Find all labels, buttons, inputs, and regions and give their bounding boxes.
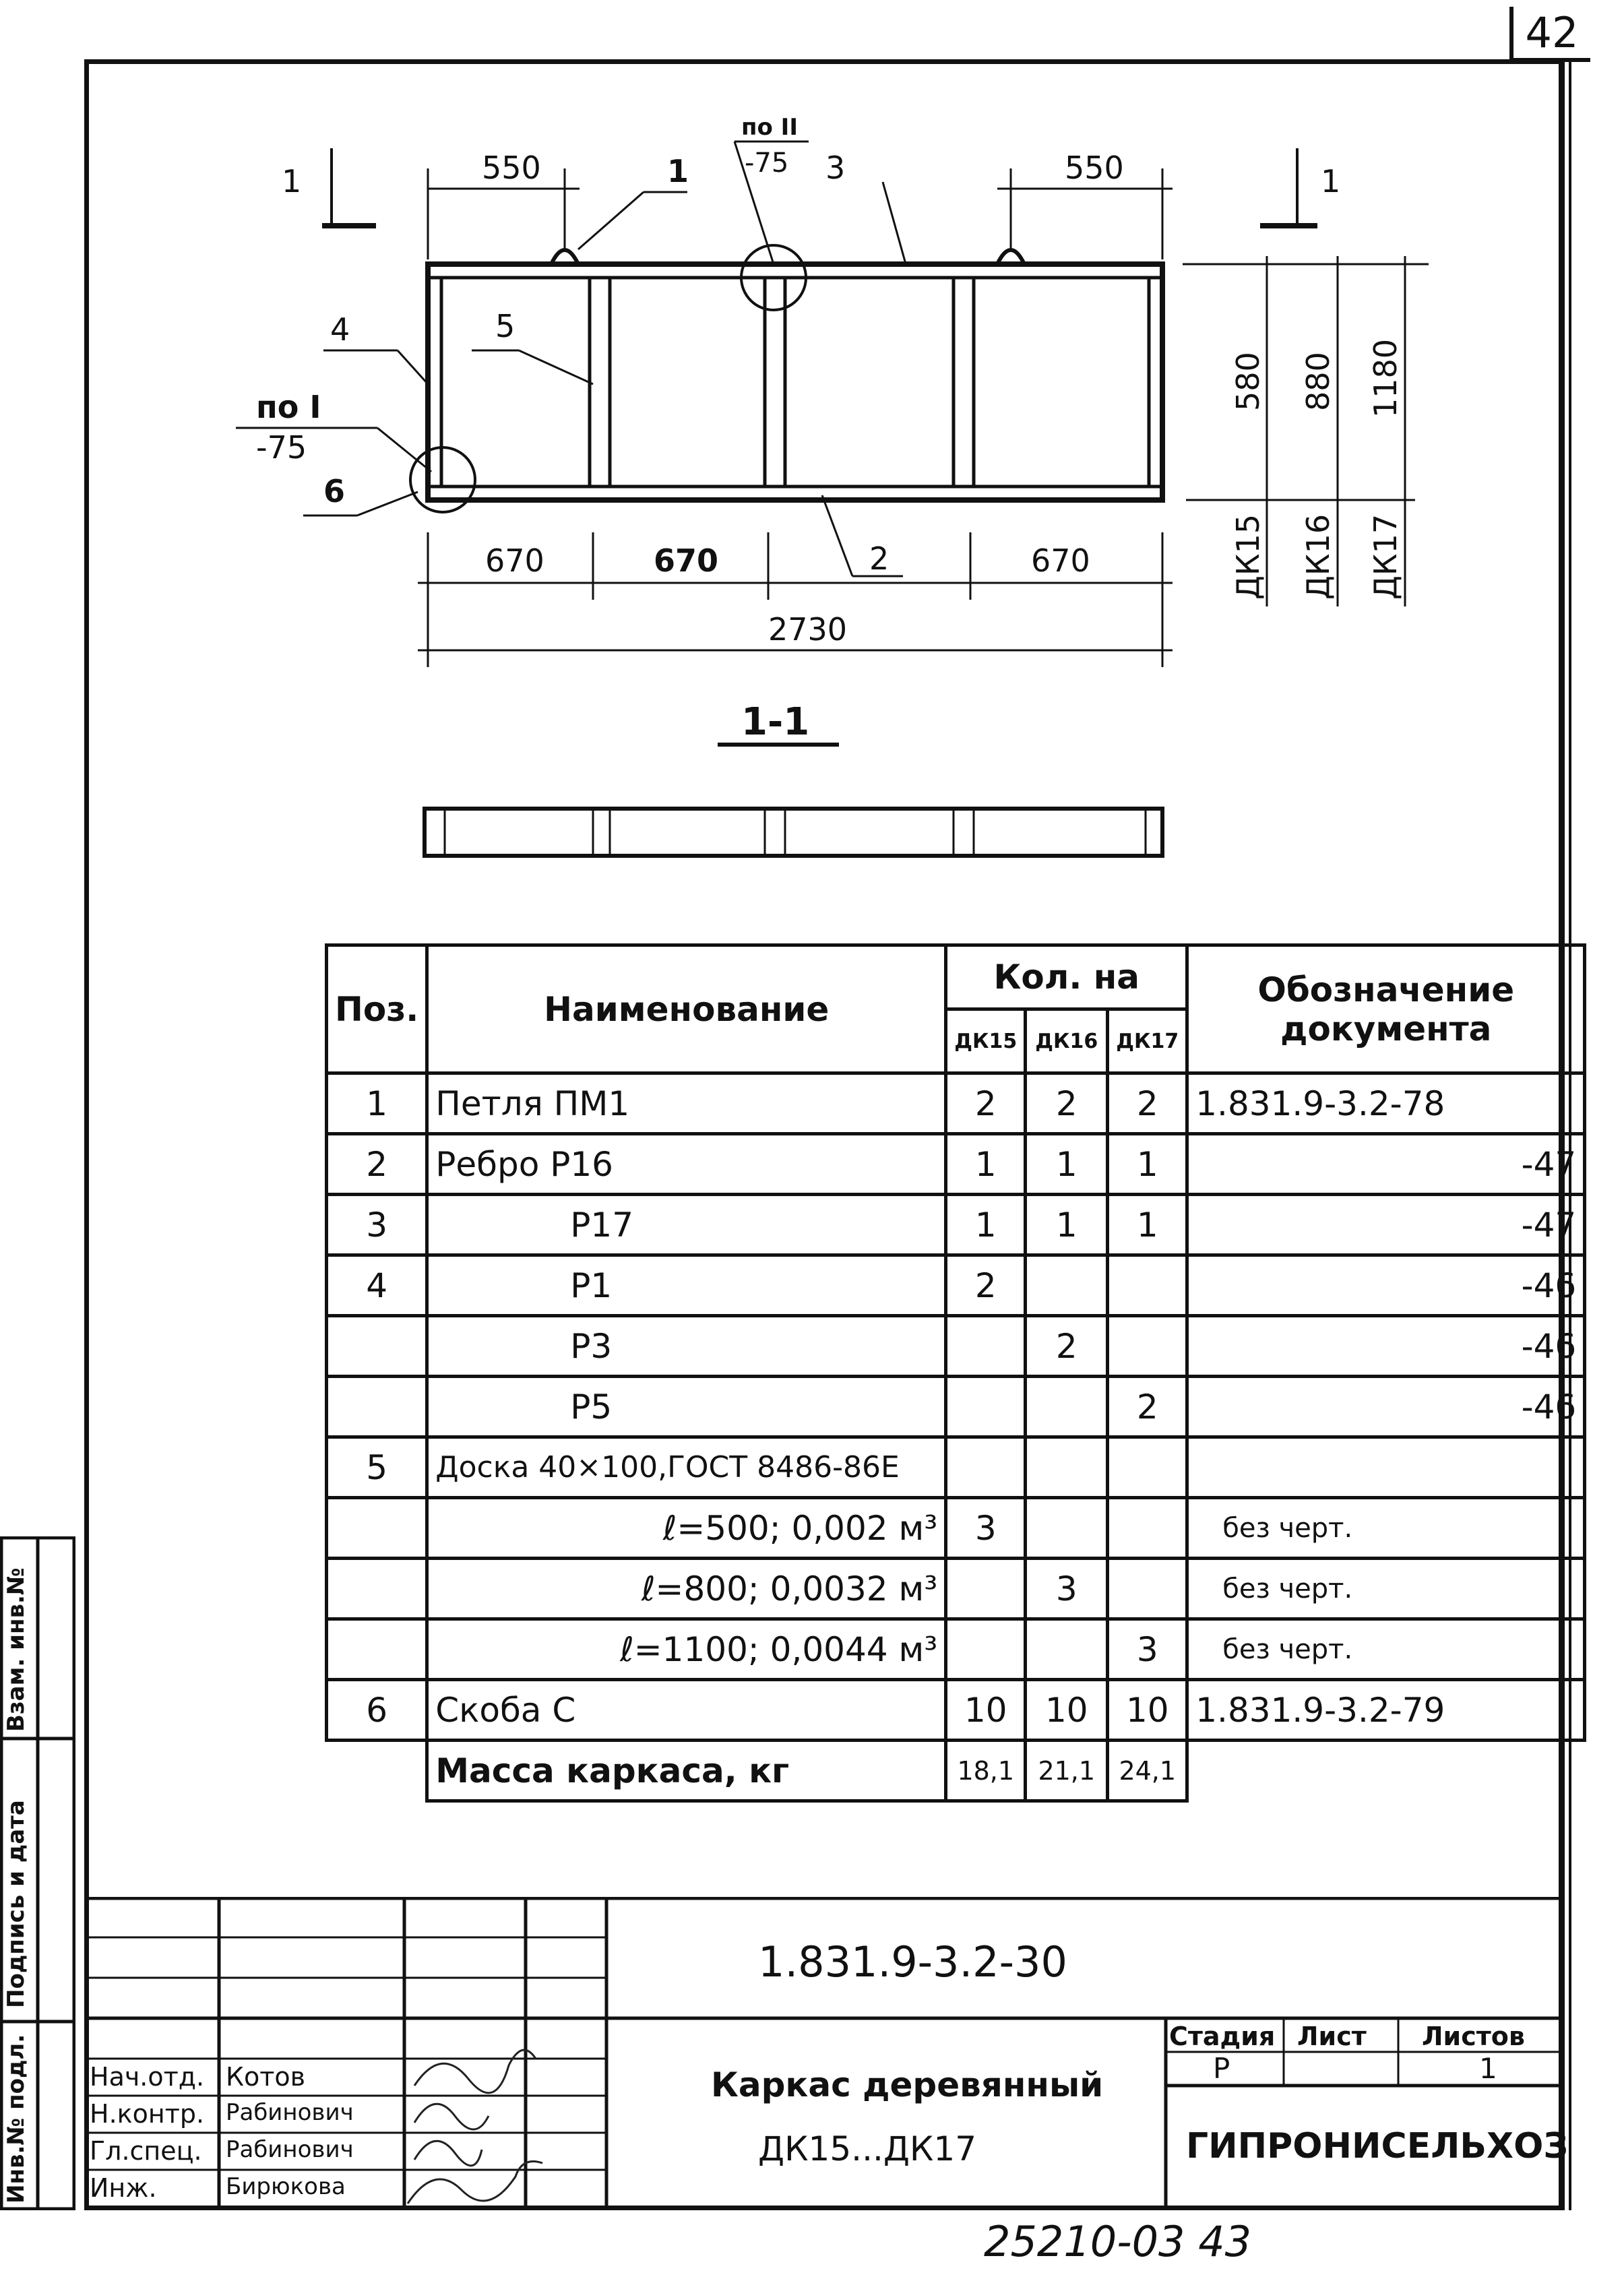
row-q2 — [1026, 1437, 1108, 1498]
row-doc: -47 — [1187, 1134, 1585, 1195]
row-q2: 2 — [1026, 1316, 1108, 1377]
row-q3: 2 — [1108, 1377, 1187, 1437]
table-row — [327, 1377, 1585, 1437]
row-q3: 2 — [1108, 1073, 1187, 1134]
section-mark-left: 1 — [282, 163, 302, 199]
side-label-replace: Взам. инв.№ — [3, 1567, 30, 1732]
role-1: Нач.отд. — [90, 2062, 205, 2092]
table-row — [327, 1680, 1585, 1741]
signature-3 — [414, 2141, 482, 2166]
signature-1 — [414, 2050, 536, 2093]
row-q2 — [1026, 1255, 1108, 1316]
section-view — [425, 809, 1162, 856]
row-q1: 2 — [946, 1255, 1026, 1316]
row-pos: 4 — [327, 1255, 427, 1316]
row-q3: 1 — [1108, 1195, 1187, 1255]
row-q2 — [1026, 1619, 1108, 1680]
dim-bottom-2: 670 — [654, 542, 719, 579]
table-row — [327, 1437, 1585, 1498]
callout-5: 5 — [495, 308, 516, 344]
dim-right-880: 880 — [1300, 352, 1336, 411]
row-doc: 1.831.9-3.2-78 — [1187, 1073, 1585, 1134]
title-line-1: Каркас деревянный — [711, 2065, 1104, 2104]
dim-label-dk15: ДК15 — [1230, 513, 1266, 600]
mass-label: Масса каркаса, кг — [427, 1741, 946, 1801]
row-q2 — [1026, 1498, 1108, 1559]
row-name: ℓ=500; 0,002 м³ — [427, 1498, 946, 1559]
footer-number: 25210-03 43 — [984, 2217, 1252, 2266]
row-q3: 1 — [1108, 1134, 1187, 1195]
dim-label-dk17: ДК17 — [1367, 513, 1404, 600]
title-line-2: ДК15...ДК17 — [758, 2129, 977, 2168]
name-3: Рабинович — [226, 2136, 354, 2163]
table-row — [327, 1073, 1585, 1134]
left-side-strip — [0, 1536, 75, 2210]
role-3: Гл.спец. — [90, 2136, 202, 2166]
name-1: Котов — [226, 2062, 306, 2092]
dim-total: 2730 — [768, 611, 848, 648]
row-doc: без черт. — [1187, 1498, 1585, 1559]
row-q1 — [946, 1437, 1026, 1498]
detail-II-label: по II — [741, 114, 798, 141]
row-doc — [1187, 1437, 1585, 1498]
row-doc: -46 — [1187, 1255, 1585, 1316]
row-q1: 1 — [946, 1134, 1026, 1195]
header-name: Наименование — [427, 945, 946, 1073]
sheets-value: 1 — [1479, 2052, 1497, 2085]
row-pos — [327, 1498, 427, 1559]
stage-label: Стадия — [1169, 2022, 1276, 2051]
row-q3 — [1108, 1316, 1187, 1377]
row-pos: 6 — [327, 1680, 427, 1741]
callout-6: 6 — [323, 473, 346, 509]
table-row — [327, 1255, 1585, 1316]
detail-II-sub: -75 — [745, 148, 789, 179]
mass-row — [327, 1741, 1585, 1801]
row-pos — [327, 1559, 427, 1619]
mass-q2: 21,1 — [1026, 1741, 1108, 1801]
row-pos: 3 — [327, 1195, 427, 1255]
row-q1: 10 — [946, 1680, 1026, 1741]
name-4: Бирюкова — [226, 2173, 346, 2200]
specification-table — [325, 943, 1586, 1803]
row-pos — [327, 1377, 427, 1437]
doc-code: 1.831.9-3.2-30 — [758, 1937, 1067, 1987]
dim-bottom-3: 670 — [1031, 542, 1090, 579]
header-qty: Кол. на — [946, 945, 1187, 1009]
header-pos: Поз. — [327, 945, 427, 1073]
table-row — [327, 1316, 1585, 1377]
row-q1 — [946, 1559, 1026, 1619]
title-block — [84, 1897, 1569, 2210]
table-row — [327, 1498, 1585, 1559]
row-pos: 5 — [327, 1437, 427, 1498]
row-q3: 3 — [1108, 1619, 1187, 1680]
row-name: Р3 — [427, 1316, 946, 1377]
frame-drawing — [0, 0, 1624, 930]
row-q1: 2 — [946, 1073, 1026, 1134]
header-doc: Обозначение документа — [1187, 945, 1585, 1073]
dim-top-right: 550 — [1065, 150, 1124, 186]
row-q1: 3 — [946, 1498, 1026, 1559]
dim-bottom-1: 670 — [485, 542, 544, 579]
dim-label-dk16: ДК16 — [1300, 513, 1336, 600]
row-q2: 1 — [1026, 1134, 1108, 1195]
detail-I-sub: -75 — [256, 429, 307, 466]
row-name: Р5 — [427, 1377, 946, 1437]
row-q3 — [1108, 1498, 1187, 1559]
row-q2: 2 — [1026, 1073, 1108, 1134]
row-doc: -47 — [1187, 1195, 1585, 1255]
dim-right-580: 580 — [1230, 352, 1266, 411]
row-pos — [327, 1316, 427, 1377]
row-doc: без черт. — [1187, 1559, 1585, 1619]
row-q3 — [1108, 1559, 1187, 1619]
callout-3: 3 — [825, 150, 846, 186]
signature-2 — [414, 2104, 489, 2129]
organization: ГИПРОНИСЕЛЬХОЗ — [1186, 2126, 1569, 2166]
mass-q3: 24,1 — [1108, 1741, 1187, 1801]
row-q3 — [1108, 1255, 1187, 1316]
row-name: Петля ПМ1 — [427, 1073, 946, 1134]
row-pos — [327, 1619, 427, 1680]
row-q3: 10 — [1108, 1680, 1187, 1741]
row-name: ℓ=800; 0,0032 м³ — [427, 1559, 946, 1619]
sheet-label: Лист — [1297, 2022, 1367, 2051]
row-name: Р1 — [427, 1255, 946, 1316]
dim-right-1180: 1180 — [1367, 338, 1404, 418]
table-row — [327, 1195, 1585, 1255]
callout-2: 2 — [869, 540, 889, 577]
row-q2: 1 — [1026, 1195, 1108, 1255]
row-q1 — [946, 1619, 1026, 1680]
row-doc: без черт. — [1187, 1619, 1585, 1680]
callout-4: 4 — [330, 311, 350, 348]
callout-1: 1 — [667, 153, 689, 189]
header-qty-dk16: ДК16 — [1026, 1009, 1108, 1073]
header-qty-dk17: ДК17 — [1108, 1009, 1187, 1073]
stage-value: Р — [1213, 2052, 1230, 2085]
row-doc: -46 — [1187, 1377, 1585, 1437]
section-title: 1-1 — [741, 700, 810, 744]
row-q3 — [1108, 1437, 1187, 1498]
table-row — [327, 1134, 1585, 1195]
row-pos: 1 — [327, 1073, 427, 1134]
mass-q1: 18,1 — [946, 1741, 1026, 1801]
row-q1: 1 — [946, 1195, 1026, 1255]
side-label-inv: Инв.№ подл. — [3, 2034, 30, 2204]
detail-I-label: по I — [256, 389, 321, 425]
table-row — [327, 1559, 1585, 1619]
section-mark-right: 1 — [1321, 163, 1341, 199]
name-2: Рабинович — [226, 2099, 354, 2126]
sheet-number: 42 — [1525, 8, 1579, 57]
signature-4 — [408, 2162, 542, 2204]
row-doc: -46 — [1187, 1316, 1585, 1377]
side-label-signature: Подпись и дата — [3, 1800, 30, 2008]
header-qty-dk15: ДК15 — [946, 1009, 1026, 1073]
sheets-label: Листов — [1422, 2022, 1525, 2051]
row-pos: 2 — [327, 1134, 427, 1195]
row-name: Р17 — [427, 1195, 946, 1255]
row-q2 — [1026, 1377, 1108, 1437]
role-2: Н.контр. — [90, 2099, 205, 2129]
role-4: Инж. — [90, 2173, 157, 2203]
row-q1 — [946, 1377, 1026, 1437]
table-row — [327, 1619, 1585, 1680]
row-q1 — [946, 1316, 1026, 1377]
row-name: Скоба С — [427, 1680, 946, 1741]
row-q2: 10 — [1026, 1680, 1108, 1741]
frame-outline — [428, 264, 1162, 500]
row-q2: 3 — [1026, 1559, 1108, 1619]
row-doc: 1.831.9-3.2-79 — [1187, 1680, 1585, 1741]
dim-top-left: 550 — [482, 150, 541, 186]
row-name: Доска 40×100,ГОСТ 8486-86Е — [427, 1437, 946, 1498]
row-name: Ребро Р16 — [427, 1134, 946, 1195]
row-name: ℓ=1100; 0,0044 м³ — [427, 1619, 946, 1680]
